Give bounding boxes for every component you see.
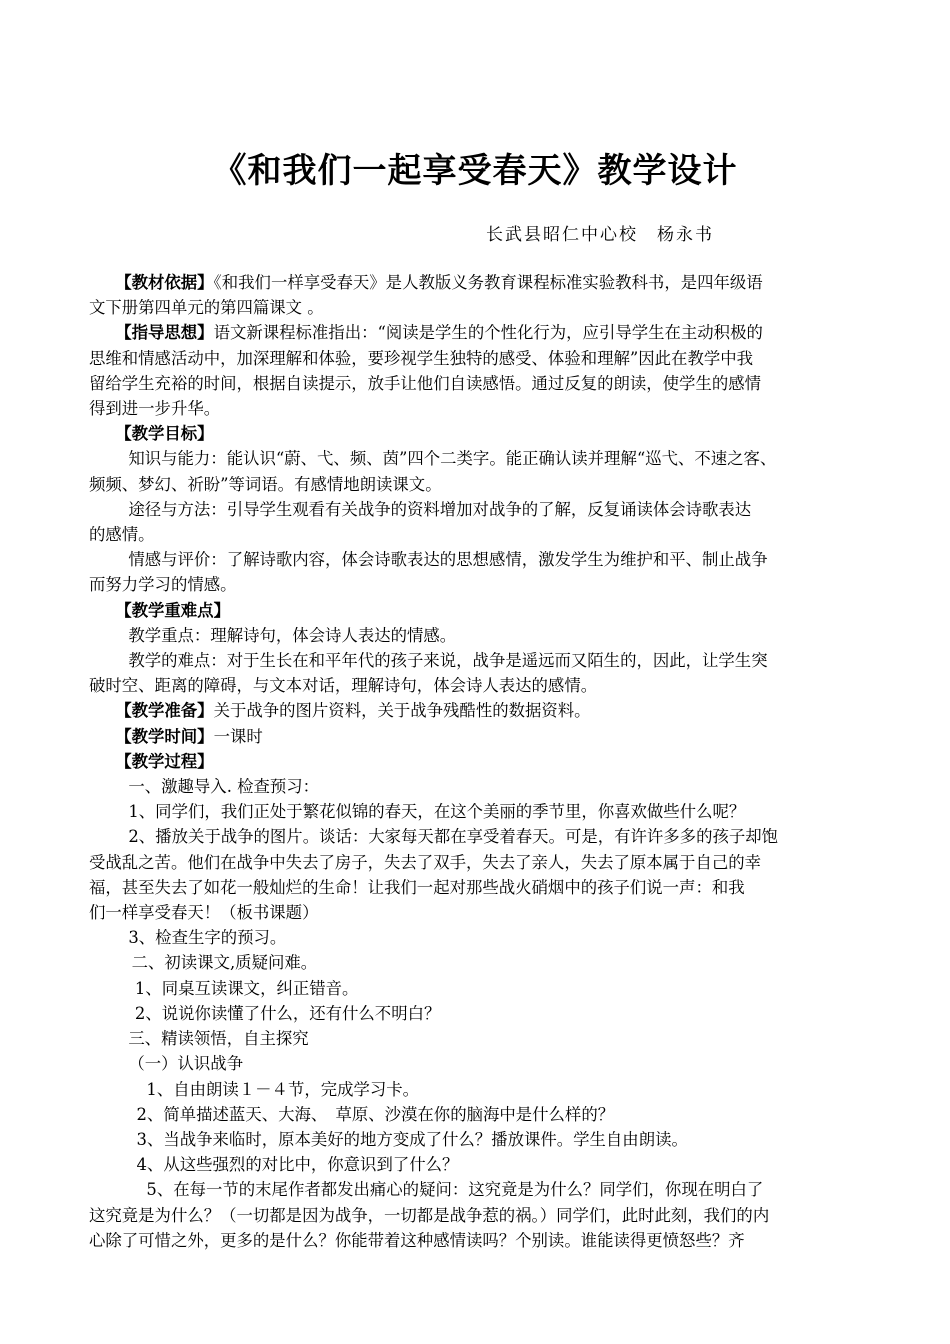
- text-line: [89, 446, 863, 471]
- section-heading: 【教学准备】: [115, 701, 214, 721]
- line-text: （一）认识战争: [128, 1054, 244, 1074]
- text-line: [89, 1077, 863, 1102]
- text-line: [89, 396, 863, 421]
- text-line: [89, 1026, 863, 1051]
- line-text: 二、初读课文,质疑问难。: [131, 953, 318, 973]
- author-line: 长武县昭仁中心校 杨永书: [486, 225, 714, 245]
- line-text: 知识与能力：能认识“蔚、弋、频、茵”四个二类字。能正确认读并理解“巡弋、不速之客、: [128, 449, 777, 469]
- text-line: [89, 497, 863, 522]
- line-text: 一、激趣导入. 检查预习：: [128, 777, 320, 797]
- text-line: [89, 976, 863, 1001]
- text-line: [89, 1203, 863, 1228]
- text-line: [89, 900, 863, 925]
- line-text: 文下册第四单元的第四篇课文 。: [89, 298, 324, 318]
- section-heading: 【教学过程】: [115, 751, 214, 771]
- line-text: 得到进一步升华。: [89, 399, 221, 419]
- line-text: 1、同桌互读课文，纠正错音。: [134, 978, 359, 998]
- text-line: [89, 1001, 863, 1026]
- text-line: [89, 749, 863, 774]
- text-line: [89, 774, 863, 799]
- text-line: [89, 572, 863, 597]
- text-line: [89, 421, 863, 446]
- section-heading: 【教材依据】: [115, 273, 214, 292]
- document-body: [89, 270, 863, 1253]
- text-line: [89, 698, 863, 723]
- line-text: 1、同学们，我们正处于繁花似锦的春天，在这个美丽的季节里，你喜欢做些什么呢？: [128, 802, 746, 822]
- line-text: 们一样享受春天！（板书课题）: [89, 903, 319, 923]
- section-heading: 【教学目标】: [115, 424, 214, 444]
- text-line: [89, 673, 863, 698]
- text-line: [89, 1228, 863, 1253]
- text-line: [89, 1051, 863, 1076]
- line-text: 心除了可惜之外，更多的是什么？你能带着这种感情读吗？个别读。谁能读得更愤怒些？齐: [89, 1230, 745, 1250]
- text-line: [89, 1152, 863, 1177]
- text-line: [89, 371, 863, 396]
- section-heading: 【指导思想】: [115, 323, 214, 343]
- document-title: 《和我们一起享受春天》教学设计: [212, 151, 738, 191]
- line-text: 思维和情感活动中，加深理解和体验，要珍视学生独特的感受、体验和理解”因此在教学中我: [89, 348, 754, 368]
- line-text: 《和我们一样享受春天》是人教版义务教育课程标准实验教科书，是四年级语: [213, 273, 763, 292]
- text-line: [89, 598, 863, 623]
- line-text: 4、从这些强烈的对比中，你意识到了什么？: [136, 1155, 459, 1175]
- section-heading: 【教学时间】: [115, 726, 214, 746]
- line-text: 2、简单描述蓝天、大海、 草原、沙漠在你的脑海中是什么样的？: [136, 1104, 615, 1124]
- line-text: 途径与方法：引导学生观看有关战争的资料增加对战争的了解，反复诵读体会诗歌表达: [128, 499, 752, 519]
- line-text: 三、精读领悟，自主探究: [128, 1029, 309, 1049]
- line-text: 2、说说你读懂了什么，还有什么不明白？: [134, 1003, 441, 1023]
- text-line: [89, 875, 863, 900]
- text-line: [89, 295, 863, 320]
- text-line: [89, 925, 863, 950]
- text-line: [89, 547, 863, 572]
- line-text: 的感情。: [89, 525, 155, 545]
- line-text: 教学的难点：对于生长在和平年代的孩子来说，战争是遥远而又陌生的，因此，让学生突: [128, 651, 768, 671]
- line-text: 留给学生充裕的时间，根据自读提示，放手让他们自读感悟。通过反复的朗读，使学生的感情: [89, 373, 762, 393]
- line-text: 情感与评价：了解诗歌内容，体会诗歌表达的思想感情，激发学生为维护和平、制止战争: [128, 550, 768, 570]
- section-heading: 【教学重难点】: [115, 600, 230, 620]
- text-line: [89, 472, 863, 497]
- line-text: 受战乱之苦。他们在战争中失去了房子，失去了双手，失去了亲人，失去了原本属于自己的幸: [89, 852, 762, 872]
- line-text: 一课时: [213, 726, 263, 746]
- line-text: 这究竟是为什么？（一切都是因为战争，一切都是战争惹的祸。）同学们，此时此刻，我们的内: [89, 1205, 770, 1225]
- text-line: [89, 522, 863, 547]
- line-text: 2、播放关于战争的图片。谈话：大家每天都在享受着春天。可是，有许许多多的孩子却饱: [128, 827, 779, 847]
- text-line: [89, 950, 863, 975]
- text-line: [89, 1177, 863, 1202]
- text-line: [89, 799, 863, 824]
- line-text: 教学重点：理解诗句，体会诗人表达的情感。: [128, 625, 457, 645]
- line-text: 语文新课程标准指出：“阅读是学生的个性化行为，应引导学生在主动积极的: [213, 323, 763, 343]
- line-text: 频频、梦幻、祈盼”等词语。有感情地朗读课文。: [89, 474, 442, 494]
- line-text: 关于战争的图片资料，关于战争残酷性的数据资料。: [213, 701, 591, 721]
- text-line: [89, 320, 863, 345]
- line-text: 福，甚至失去了如花一般灿烂的生命！让我们一起对那些战火硝烟中的孩子们说一声：和我: [89, 877, 745, 897]
- line-text: 3、检查生字的预习。: [128, 928, 287, 948]
- text-line: [89, 623, 863, 648]
- text-line: [89, 850, 863, 875]
- line-text: 破时空、距离的障碍，与文本对话，理解诗句，体会诗人表达的感情。: [89, 676, 598, 696]
- text-line: [89, 346, 863, 371]
- line-text: 1、自由朗读１－４节，完成学习卡。: [146, 1079, 420, 1099]
- text-line: [89, 648, 863, 673]
- text-line: [89, 1102, 863, 1127]
- text-line: [89, 1127, 863, 1152]
- text-line: [89, 270, 863, 295]
- text-line: [89, 724, 863, 749]
- text-line: [89, 824, 863, 849]
- line-text: 5、在每一节的末尾作者都发出痛心的疑问：这究竟是为什么？同学们，你现在明白了: [146, 1180, 764, 1200]
- line-text: 3、当战争来临时，原本美好的地方变成了什么？播放课件。学生自由朗读。: [136, 1129, 688, 1149]
- line-text: 而努力学习的情感。: [89, 575, 237, 595]
